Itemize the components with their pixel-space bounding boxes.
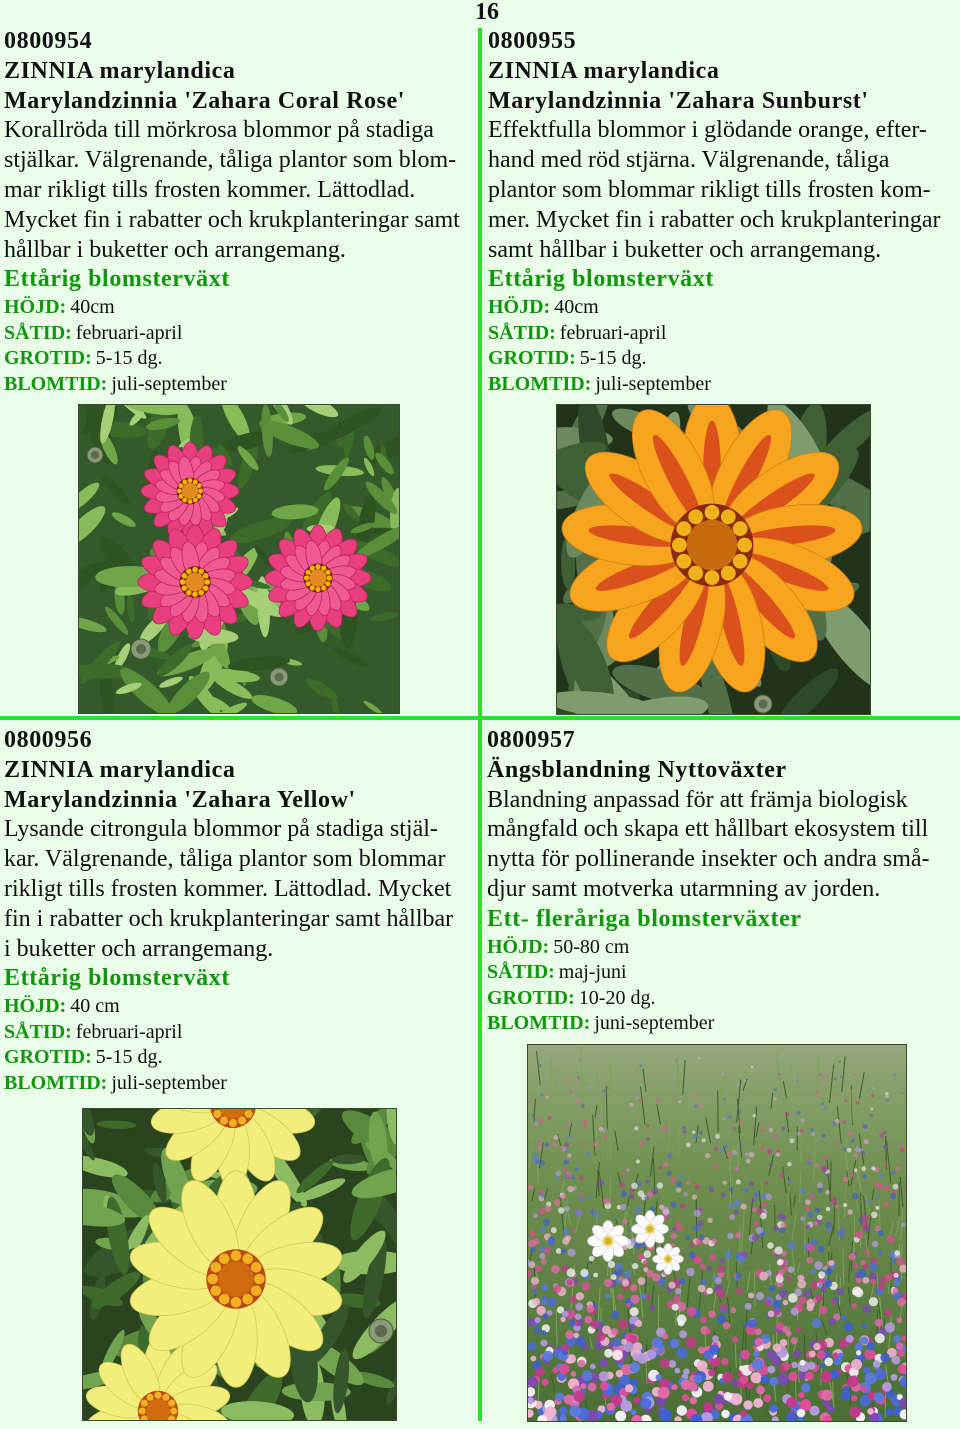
flower-bud (369, 1319, 393, 1343)
spec-sowing-time (487, 960, 930, 986)
spec-value: 5-15 dg. (95, 1046, 163, 1069)
spec-height (4, 994, 453, 1020)
flower-bud (754, 695, 772, 713)
spec-flowering-time (488, 372, 941, 398)
description-line: nytta för pollinerande insekter och andra små- (487, 846, 930, 873)
spec-germination-time (4, 346, 460, 372)
spec-label: GROTID: (488, 347, 576, 370)
spec-label: HÖJD: (488, 296, 551, 319)
spec-germination-time (4, 1045, 453, 1071)
description-line: mångfald och skapa ett hållbart ekosystem till (487, 816, 929, 843)
spec-value: 5-15 dg. (579, 347, 647, 370)
spec-height (487, 935, 930, 961)
photo-zahara-sunburst (557, 405, 870, 714)
spec-flowering-time (4, 372, 460, 398)
description-line: mer. Mycket fin i rabatter och krukplanteringar (488, 206, 941, 233)
spec-value: 40 cm (70, 995, 120, 1018)
description-line: rikligt tills frosten kommer. Lättodlad. Mycket (4, 875, 452, 902)
spec-germination-time (488, 346, 941, 372)
variety-name: Marylandzinnia 'Zahara Sunburst' (488, 87, 869, 114)
flower-head (138, 525, 252, 639)
description-line: stjälkar. Välgrenande, tåliga plantor som blom- (4, 147, 457, 174)
row-divider (0, 716, 960, 720)
product-name: Ängsblandning Nyttoväxter (487, 756, 787, 783)
spec-value: 10-20 dg. (578, 986, 656, 1009)
description-line: hållbar i buketter och arrangemang. (4, 236, 346, 263)
spec-sowing-time (4, 1020, 453, 1046)
flower-head (632, 1211, 669, 1248)
photo-zahara-coral-rose (79, 405, 399, 713)
flower-bud (131, 639, 151, 659)
description-line: djur samt motverka utarmning av jorden. (487, 875, 881, 902)
spec-height (488, 295, 941, 321)
plant-category: Ett- fleråriga blomsterväxter (487, 905, 802, 932)
spec-label: HÖJD: (4, 296, 67, 319)
description-line: Mycket fin i rabatter och krukplanteringar samt (4, 206, 460, 233)
spec-value: 40cm (70, 296, 115, 319)
spec-sowing-time (488, 321, 941, 347)
spec-value: juli-september (111, 372, 227, 395)
article-number: 0800957 (487, 727, 576, 753)
spec-value: maj-juni (558, 961, 627, 984)
description-line: samt hållbar i buketter och arrangemang. (488, 236, 882, 263)
flower-bud (87, 447, 103, 463)
spec-label: SÅTID: (4, 1020, 72, 1043)
photo-zahara-yellow (83, 1109, 396, 1420)
article-number: 0800955 (488, 28, 577, 54)
description-line: Blandning anpassad för att främja biologisk (487, 786, 908, 813)
spec-germination-time (487, 986, 930, 1012)
product-entry-0800956 (4, 726, 453, 1096)
spec-value: februari-april (75, 1020, 183, 1043)
spec-label: GROTID: (487, 986, 575, 1009)
description-line: kar. Välgrenande, tåliga plantor som blommar (4, 846, 446, 873)
plant-category: Ettårig blomsterväxt (488, 266, 714, 293)
product-entry-0800954 (4, 27, 460, 397)
spec-value: februari-april (75, 321, 183, 344)
description-line: fin i rabatter och krukplanteringar samt hållbar (4, 905, 454, 932)
description-line: Effektfulla blommor i glödande orange, efter- (488, 117, 927, 144)
page-number: 16 (475, 0, 499, 25)
flower-bud (270, 668, 288, 686)
article-number: 0800956 (4, 727, 93, 753)
spec-value: juli-september (595, 372, 711, 395)
plant-category: Ettårig blomsterväxt (4, 266, 230, 293)
description-line: hand med röd stjärna. Välgrenande, tåliga (488, 147, 890, 174)
spec-value: juni-september (594, 1012, 715, 1035)
species-name: ZINNIA marylandica (4, 756, 236, 783)
flower-head (653, 1244, 684, 1275)
spec-label: BLOMTID: (4, 372, 108, 395)
spec-label: HÖJD: (487, 935, 550, 958)
spec-value: 50-80 cm (553, 935, 630, 958)
article-number: 0800954 (4, 28, 93, 54)
spec-label: SÅTID: (487, 961, 555, 984)
spec-flowering-time (487, 1011, 930, 1037)
flower-head (588, 1221, 629, 1262)
spec-height (4, 295, 460, 321)
flower-head (141, 442, 239, 540)
description-line: plantor som blommar rikligt tills frosten kom- (488, 176, 931, 203)
spec-label: SÅTID: (488, 321, 556, 344)
spec-value: 5-15 dg. (95, 347, 163, 370)
description-line: mar rikligt tills frosten kommer. Lättodlad. (4, 176, 416, 203)
photo-meadow-mix (528, 1045, 906, 1421)
species-name: ZINNIA marylandica (4, 57, 236, 84)
plant-category: Ettårig blomsterväxt (4, 965, 230, 992)
description-line: Lysande citrongula blommor på stadiga stjäl- (4, 816, 438, 843)
variety-name: Marylandzinnia 'Zahara Yellow' (4, 786, 356, 813)
spec-label: BLOMTID: (488, 372, 592, 395)
spec-label: BLOMTID: (4, 1071, 108, 1094)
spec-label: SÅTID: (4, 321, 72, 344)
column-divider (478, 28, 482, 1421)
variety-name: Marylandzinnia 'Zahara Coral Rose' (4, 87, 406, 114)
description-line: i buketter och arrangemang. (4, 935, 274, 962)
spec-flowering-time (4, 1071, 453, 1097)
product-entry-0800955 (488, 27, 941, 397)
species-name: ZINNIA marylandica (488, 57, 720, 84)
product-entry-0800957 (487, 726, 930, 1037)
description-line: Korallröda till mörkrosa blommor på stadiga (4, 117, 434, 144)
spec-label: GROTID: (4, 1046, 92, 1069)
spec-value: februari-april (559, 321, 667, 344)
spec-label: GROTID: (4, 347, 92, 370)
spec-sowing-time (4, 321, 460, 347)
spec-label: HÖJD: (4, 995, 67, 1018)
spec-label: BLOMTID: (487, 1012, 591, 1035)
flower-head (265, 525, 371, 631)
spec-value: 40cm (554, 296, 599, 319)
spec-value: juli-september (111, 1071, 227, 1094)
